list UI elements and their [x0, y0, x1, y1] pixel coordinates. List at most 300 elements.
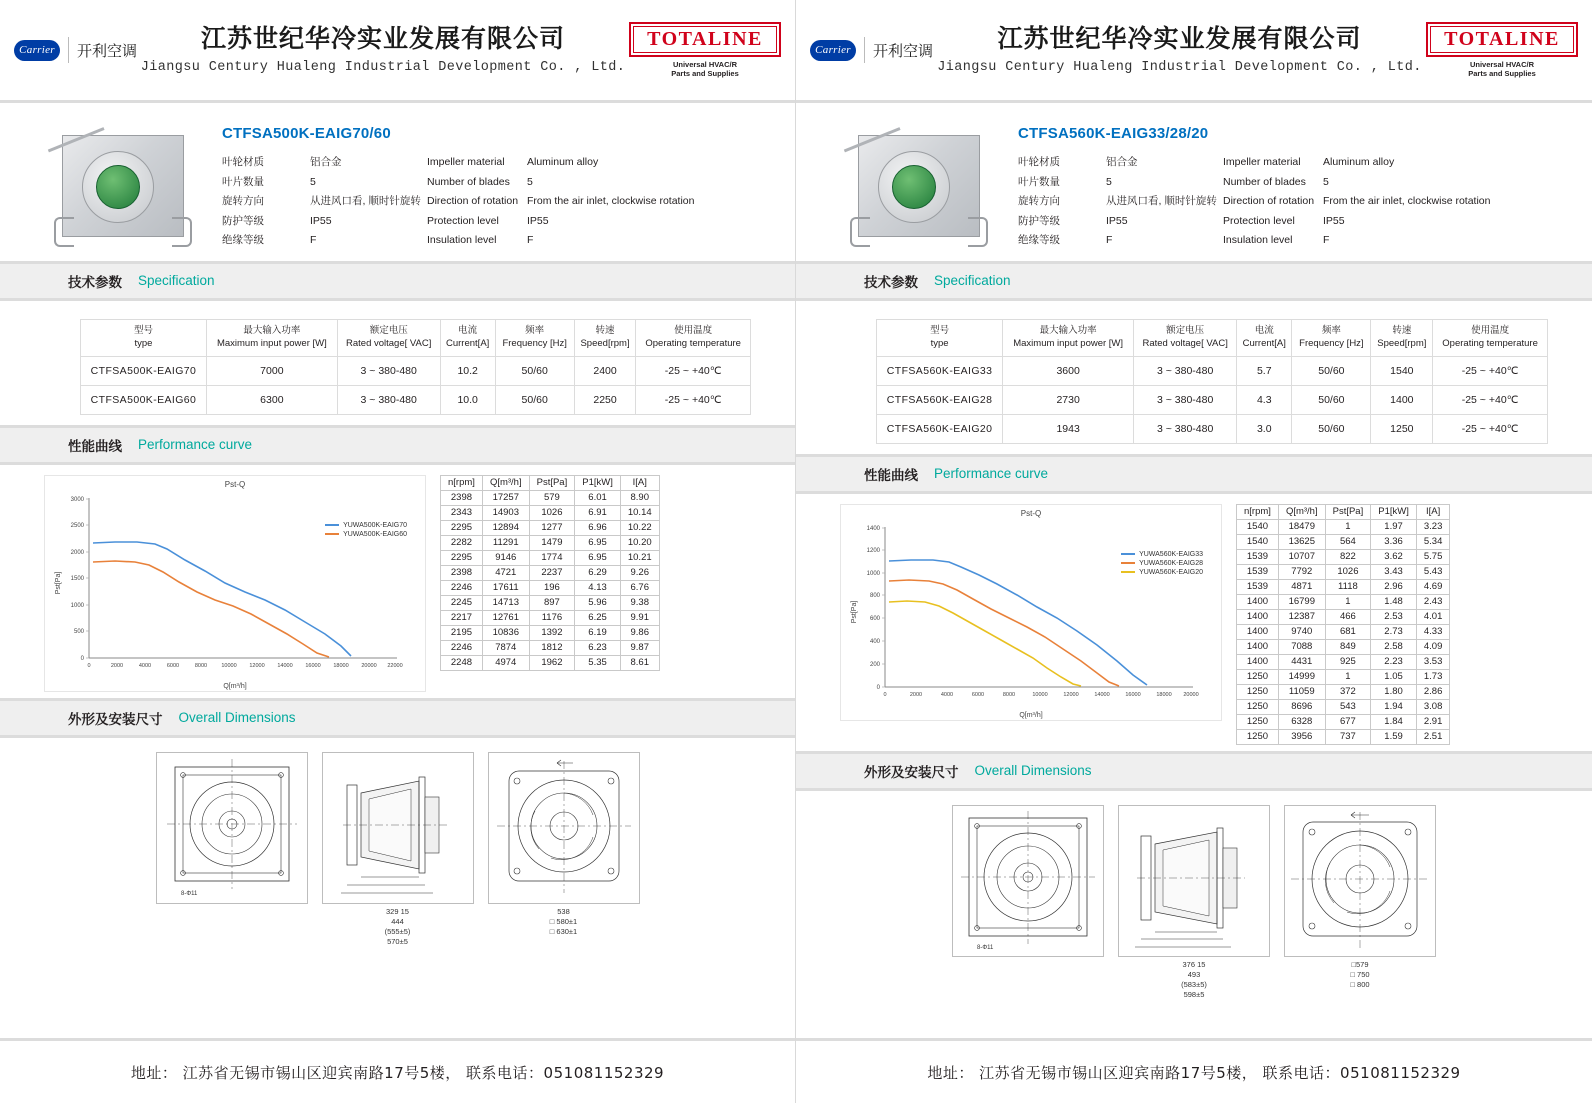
cell-flow: 10836 — [482, 625, 529, 640]
table-row — [81, 385, 751, 414]
col-type-en: type — [134, 337, 153, 349]
cell-current: 9.87 — [620, 640, 659, 655]
carrier-brand-mark: Carrier — [14, 40, 60, 61]
attr-label: Protection level — [427, 214, 499, 227]
cell-current: 10.20 — [620, 535, 659, 550]
col-input-power: P1[kW] — [1371, 504, 1417, 519]
table-row — [441, 535, 660, 550]
col-speed-cn: 转速 — [1392, 324, 1412, 336]
attr-row — [1223, 176, 1523, 189]
section-performance — [0, 428, 795, 462]
svg-text:8-Φ11: 8-Φ11 — [977, 944, 994, 951]
chart-title: Pst-Q — [1020, 508, 1042, 518]
cell-flow: 10707 — [1278, 549, 1325, 564]
svg-text:10000: 10000 — [221, 662, 237, 669]
cell-current: 4.3 — [1237, 385, 1292, 414]
dim-flange: 15 — [400, 906, 409, 916]
cell-current: 8.90 — [620, 490, 659, 505]
fan-bracket-left — [850, 217, 870, 247]
legend-item — [1121, 551, 1203, 558]
cell-rpm: 2295 — [441, 520, 483, 535]
footer-address: 地址： 江苏省无锡市锡山区迎宾南路17号5楼， 联系电话：051081152329 — [927, 1063, 1461, 1082]
svg-text:1500: 1500 — [70, 575, 84, 582]
attr-row — [1223, 234, 1523, 247]
fan-impeller-hub — [892, 165, 936, 209]
dimension-front-view-wrap — [952, 805, 1104, 1001]
svg-text:4000: 4000 — [138, 662, 152, 669]
legend-swatch-icon — [325, 533, 339, 535]
product-overview — [796, 103, 1592, 261]
col-frequency — [1292, 319, 1371, 356]
cell-rpm: 1400 — [1237, 594, 1279, 609]
col-voltage-en: Rated voltage[ VAC] — [346, 337, 432, 349]
cell-current: 4.69 — [1416, 579, 1450, 594]
cell-flow: 14713 — [482, 595, 529, 610]
attr-row — [1223, 156, 1523, 169]
attr-value: IP55 — [527, 214, 549, 227]
col-type-en: type — [930, 337, 949, 349]
product-spec-wrap — [204, 121, 781, 247]
section-title-cn: 技术参数 — [864, 274, 918, 291]
col-voltage — [1134, 319, 1237, 356]
table-row — [1237, 519, 1450, 534]
legend-item — [325, 522, 407, 529]
performance-chart — [840, 504, 1222, 721]
svg-text:18000: 18000 — [1156, 691, 1172, 698]
col-flow: Q[m³/h] — [482, 475, 529, 490]
cell-power: 1.84 — [1371, 714, 1417, 729]
cell-flow: 14999 — [1278, 669, 1325, 684]
cell-power: 3600 — [1003, 356, 1134, 385]
dimension-rear-caption — [1284, 960, 1436, 990]
cell-pressure: 372 — [1325, 684, 1371, 699]
legend-swatch-icon — [325, 524, 339, 526]
fan-bracket-right — [968, 217, 988, 247]
svg-text:12000: 12000 — [249, 662, 265, 669]
product-model-title: CTFSA500K-EAIG70/60 — [222, 125, 391, 142]
product-attributes-cn — [1018, 156, 1223, 247]
col-frequency-cn: 频率 — [1321, 324, 1341, 336]
dim-width: 538 — [557, 906, 570, 916]
svg-text:10000: 10000 — [1032, 691, 1048, 698]
attr-value: From the air inlet, clockwise rotation — [527, 195, 695, 208]
cell-current: 2.51 — [1416, 729, 1450, 744]
section-title-en: Performance curve — [934, 466, 1049, 482]
table-header-row — [441, 475, 660, 490]
table-row — [1237, 579, 1450, 594]
cell-power: 3.36 — [1371, 534, 1417, 549]
cell-pressure: 543 — [1325, 699, 1371, 714]
page-header-left — [0, 0, 795, 100]
cell-pressure: 1176 — [529, 610, 575, 625]
col-temperature — [1433, 319, 1548, 356]
table-header-row — [877, 319, 1548, 356]
specification-table-wrap — [0, 301, 795, 425]
cell-current: 4.09 — [1416, 639, 1450, 654]
cell-power: 3.43 — [1371, 564, 1417, 579]
cell-rpm: 2217 — [441, 610, 483, 625]
performance-block — [0, 465, 795, 698]
section-title-en: Overall Dimensions — [974, 763, 1092, 779]
section-title-en: Overall Dimensions — [178, 710, 296, 726]
dimension-drawings — [796, 791, 1592, 1001]
cell-rpm: 1250 — [1237, 684, 1279, 699]
col-frequency-en: Frequency [Hz] — [502, 337, 567, 349]
attr-value: 5 — [310, 175, 316, 188]
cell-flow: 9740 — [1278, 624, 1325, 639]
cell-pressure: 925 — [1325, 654, 1371, 669]
company-name-cn: 江苏世纪华冷实业发展有限公司 — [997, 23, 1362, 53]
dimension-rear-view — [488, 752, 640, 904]
cell-flow: 16799 — [1278, 594, 1325, 609]
cell-rpm: 1400 — [1237, 609, 1279, 624]
cell-flow: 4974 — [482, 655, 529, 670]
cell-model: CTFSA500K-EAIG60 — [81, 385, 207, 414]
attr-row — [1018, 215, 1223, 228]
product-attributes-cn — [222, 156, 427, 247]
cell-flow: 3956 — [1278, 729, 1325, 744]
cell-current: 5.7 — [1237, 356, 1292, 385]
totaline-logo — [1426, 22, 1578, 79]
carrier-brand-cn: 开利空调 — [873, 41, 934, 60]
col-temp-en: Operating temperature — [645, 337, 741, 349]
svg-text:500: 500 — [73, 628, 84, 635]
cell-speed: 1540 — [1371, 356, 1433, 385]
svg-text:3000: 3000 — [70, 496, 84, 503]
table-row — [1237, 639, 1450, 654]
col-rpm: n[rpm] — [441, 475, 483, 490]
table-row — [1237, 609, 1450, 624]
table-row — [1237, 684, 1450, 699]
col-temp-cn: 使用温度 — [1471, 324, 1510, 336]
cell-current: 10.0 — [440, 385, 495, 414]
cell-current: 10.22 — [620, 520, 659, 535]
table-row — [441, 655, 660, 670]
col-current-cn: 电流 — [1254, 324, 1274, 336]
performance-block — [796, 494, 1592, 751]
cell-pressure: 1 — [1325, 519, 1371, 534]
table-row — [877, 356, 1548, 385]
legend-label: YUWA500K-EAIG70 — [343, 521, 407, 529]
cell-temperature: -25 ~ +40℃ — [1433, 356, 1548, 385]
specification-table-wrap — [796, 301, 1592, 454]
cell-flow: 17611 — [482, 580, 529, 595]
cell-voltage: 3 ~ 380-480 — [337, 356, 440, 385]
svg-text:14000: 14000 — [277, 662, 293, 669]
attr-label: 绝缘等级 — [1018, 234, 1060, 247]
legend-label: YUWA500K-EAIG60 — [343, 530, 407, 538]
chart-y-axis-label: Pst[Pa] — [850, 600, 858, 624]
table-row — [441, 625, 660, 640]
attr-label: Number of blades — [1223, 175, 1306, 188]
attr-value: IP55 — [1323, 214, 1345, 227]
performance-chart — [44, 475, 426, 692]
attr-label: Impeller material — [427, 156, 505, 168]
cell-power: 6.91 — [575, 505, 621, 520]
attr-value: 铝合金 — [1106, 156, 1138, 168]
cell-power: 2.96 — [1371, 579, 1417, 594]
cell-rpm: 2398 — [441, 565, 483, 580]
cell-voltage: 3 ~ 380-480 — [1134, 385, 1237, 414]
col-temp-cn: 使用温度 — [674, 324, 713, 336]
cell-flow: 14903 — [482, 505, 529, 520]
attr-label: Impeller material — [1223, 156, 1301, 168]
attr-label: Protection level — [1223, 214, 1295, 227]
cell-rpm: 2246 — [441, 640, 483, 655]
carrier-logo — [810, 33, 933, 67]
attr-row — [1018, 156, 1223, 169]
svg-text:2000: 2000 — [110, 662, 124, 669]
col-frequency — [495, 319, 574, 356]
cell-current: 8.61 — [620, 655, 659, 670]
svg-text:1000: 1000 — [866, 570, 880, 577]
company-name-block — [137, 23, 629, 77]
col-current-en: Current[A] — [446, 337, 490, 349]
cell-current: 6.76 — [620, 580, 659, 595]
table-row — [1237, 534, 1450, 549]
section-title-en: Performance curve — [138, 437, 253, 453]
cell-rpm: 1539 — [1237, 564, 1279, 579]
cell-frequency: 50/60 — [1292, 385, 1371, 414]
page-header-right — [796, 0, 1592, 100]
cell-current: 10.14 — [620, 505, 659, 520]
legend-swatch-icon — [1121, 562, 1135, 564]
col-voltage — [337, 319, 440, 356]
totaline-box — [1426, 22, 1578, 57]
cell-power: 6.95 — [575, 550, 621, 565]
cell-current: 2.43 — [1416, 594, 1450, 609]
attr-value: Aluminum alloy — [1323, 156, 1395, 168]
attr-label: 绝缘等级 — [222, 234, 264, 247]
dimension-side-view-wrap — [1118, 805, 1270, 1001]
cell-power: 1.48 — [1371, 594, 1417, 609]
cell-flow: 4721 — [482, 565, 529, 580]
table-header-row — [81, 319, 751, 356]
cell-pressure: 579 — [529, 490, 575, 505]
logo-divider — [68, 37, 69, 63]
dimension-rear-view — [1284, 805, 1436, 957]
company-name-cn: 江苏世纪华冷实业发展有限公司 — [201, 23, 566, 53]
totaline-tagline — [629, 60, 781, 79]
cell-rpm: 1250 — [1237, 729, 1279, 744]
cell-power: 6.25 — [575, 610, 621, 625]
cell-power: 1.97 — [1371, 519, 1417, 534]
svg-text:6000: 6000 — [166, 662, 180, 669]
cell-model: CTFSA560K-EAIG20 — [877, 414, 1003, 443]
cell-pressure: 849 — [1325, 639, 1371, 654]
attr-label: Insulation level — [1223, 234, 1293, 247]
cell-frequency: 50/60 — [1292, 414, 1371, 443]
cell-power: 2.58 — [1371, 639, 1417, 654]
company-name-en: Jiangsu Century Hualeng Industrial Development Co. , Ltd. — [140, 60, 626, 76]
table-row — [441, 610, 660, 625]
attr-value: 从进风口看, 顺时针旋转 — [310, 195, 421, 208]
company-name-en: Jiangsu Century Hualeng Industrial Development Co. , Ltd. — [937, 60, 1422, 76]
totaline-box — [629, 22, 781, 57]
col-type-cn: 型号 — [133, 324, 153, 336]
col-frequency-en: Frequency [Hz] — [1299, 337, 1364, 349]
dim-depth-4: 598±5 — [1183, 989, 1205, 999]
chart-legend — [325, 522, 407, 540]
dimension-rear-caption — [488, 907, 640, 937]
dimension-side-view-wrap — [322, 752, 474, 948]
cell-pressure: 1479 — [529, 535, 575, 550]
cell-rpm: 1540 — [1237, 534, 1279, 549]
cell-pressure: 1277 — [529, 520, 575, 535]
col-flow: Q[m³/h] — [1278, 504, 1325, 519]
table-row — [441, 520, 660, 535]
cell-power: 6300 — [206, 385, 337, 414]
dimension-side-caption — [1118, 960, 1270, 1001]
legend-item — [1121, 569, 1203, 576]
svg-text:0: 0 — [876, 684, 880, 691]
cell-power: 7000 — [206, 356, 337, 385]
page-left — [0, 0, 796, 1103]
col-power-en: Maximum input power [W] — [216, 337, 327, 349]
cell-rpm: 1539 — [1237, 579, 1279, 594]
attr-value: F — [1106, 234, 1113, 247]
dimension-rear-view-wrap — [488, 752, 640, 948]
dim-depth-1: 329 — [386, 906, 399, 916]
carrier-brand-mark: Carrier — [810, 40, 856, 61]
cell-speed: 1400 — [1371, 385, 1433, 414]
col-pressure: Pst[Pa] — [1325, 504, 1371, 519]
col-power — [1003, 319, 1134, 356]
svg-text:6000: 6000 — [971, 691, 985, 698]
attr-value: F — [527, 234, 534, 247]
attr-row — [222, 195, 427, 208]
table-row — [1237, 699, 1450, 714]
dim-flange: 15 — [1197, 959, 1206, 969]
fan-impeller-hub — [96, 165, 140, 209]
table-row — [441, 505, 660, 520]
dimension-drawings — [0, 738, 795, 948]
attr-row — [427, 176, 727, 189]
cell-current: 10.2 — [440, 356, 495, 385]
dim-square-1: □ 750 — [1350, 969, 1370, 979]
dimension-side-view — [1118, 805, 1270, 957]
attr-value: F — [1323, 234, 1330, 247]
page-footer-left — [0, 1038, 795, 1103]
attr-row — [222, 156, 427, 169]
cell-temperature: -25 ~ +40℃ — [636, 356, 751, 385]
col-current-en: Current[A] — [1242, 337, 1286, 349]
table-row — [1237, 654, 1450, 669]
page-footer-right — [796, 1038, 1592, 1103]
cell-pressure: 2237 — [529, 565, 575, 580]
cell-flow: 11059 — [1278, 684, 1325, 699]
cell-power: 5.35 — [575, 655, 621, 670]
dimension-front-view-wrap — [156, 752, 308, 948]
table-row — [1237, 669, 1450, 684]
svg-text:2000: 2000 — [70, 549, 84, 556]
cell-power: 2.53 — [1371, 609, 1417, 624]
attr-row — [222, 234, 427, 247]
performance-table — [1236, 504, 1450, 745]
table-row — [877, 385, 1548, 414]
cell-flow: 18479 — [1278, 519, 1325, 534]
table-row — [441, 595, 660, 610]
totaline-tagline-2: Parts and Supplies — [671, 69, 739, 78]
cell-current: 3.0 — [1237, 414, 1292, 443]
cell-current: 5.75 — [1416, 549, 1450, 564]
cell-rpm: 2398 — [441, 490, 483, 505]
cell-model: CTFSA560K-EAIG33 — [877, 356, 1003, 385]
section-title-cn: 性能曲线 — [68, 438, 122, 455]
cell-power: 6.95 — [575, 535, 621, 550]
cell-power: 6.29 — [575, 565, 621, 580]
cell-flow: 12894 — [482, 520, 529, 535]
cell-flow: 12761 — [482, 610, 529, 625]
attr-label: 叶轮材质 — [222, 156, 264, 168]
attr-label: 叶轮材质 — [1018, 156, 1060, 168]
cell-pressure: 196 — [529, 580, 575, 595]
attr-value: 5 — [1106, 175, 1112, 188]
cell-frequency: 50/60 — [1292, 356, 1371, 385]
cell-rpm: 1539 — [1237, 549, 1279, 564]
col-power-en: Maximum input power [W] — [1013, 337, 1124, 349]
svg-text:8-Φ11: 8-Φ11 — [180, 890, 197, 897]
attr-row — [1223, 215, 1523, 228]
cell-current: 4.33 — [1416, 624, 1450, 639]
cell-voltage: 3 ~ 380-480 — [1134, 414, 1237, 443]
svg-text:16000: 16000 — [305, 662, 321, 669]
attr-label: 叶片数量 — [222, 175, 264, 188]
cell-pressure: 1392 — [529, 625, 575, 640]
logo-divider — [864, 37, 865, 63]
cell-rpm: 1400 — [1237, 654, 1279, 669]
series-line-1 — [93, 542, 351, 656]
attr-label: Direction of rotation — [427, 195, 519, 208]
dim-square-2: □ 630±1 — [549, 926, 578, 936]
section-dimensions — [0, 701, 795, 735]
cell-power: 6.96 — [575, 520, 621, 535]
legend-label: YUWA560K-EAIG33 — [1139, 550, 1203, 558]
cell-power: 1.94 — [1371, 699, 1417, 714]
svg-text:4000: 4000 — [940, 691, 954, 698]
svg-text:14000: 14000 — [1094, 691, 1110, 698]
attr-row — [1223, 195, 1523, 208]
col-speed-cn: 转速 — [595, 324, 615, 336]
cell-rpm: 2195 — [441, 625, 483, 640]
svg-text:0: 0 — [87, 662, 91, 669]
section-specification — [0, 264, 795, 298]
cell-rpm: 1250 — [1237, 699, 1279, 714]
chart-x-axis-label: Q[m³/h] — [1019, 711, 1043, 719]
legend-label: YUWA560K-EAIG20 — [1139, 568, 1203, 576]
dim-square-2: □ 800 — [1350, 979, 1370, 989]
product-attribute-columns — [222, 156, 781, 247]
svg-text:1000: 1000 — [70, 602, 84, 609]
attr-row — [427, 234, 727, 247]
attr-row — [1018, 176, 1223, 189]
svg-text:200: 200 — [869, 661, 880, 668]
page-right — [796, 0, 1592, 1103]
cell-temperature: -25 ~ +40℃ — [1433, 414, 1548, 443]
svg-text:12000: 12000 — [1063, 691, 1079, 698]
chart-canvas — [45, 476, 425, 691]
section-specification — [796, 264, 1592, 298]
dim-depth-4: 570±5 — [387, 936, 408, 946]
product-model-title: CTFSA560K-EAIG33/28/20 — [1018, 125, 1209, 142]
attr-value: IP55 — [310, 214, 332, 227]
col-voltage-en: Rated voltage[ VAC] — [1142, 337, 1228, 349]
chart-title: Pst-Q — [224, 479, 246, 489]
col-speed — [574, 319, 636, 356]
attr-value: F — [310, 234, 317, 247]
cell-current: 2.91 — [1416, 714, 1450, 729]
specification-table — [80, 319, 751, 415]
